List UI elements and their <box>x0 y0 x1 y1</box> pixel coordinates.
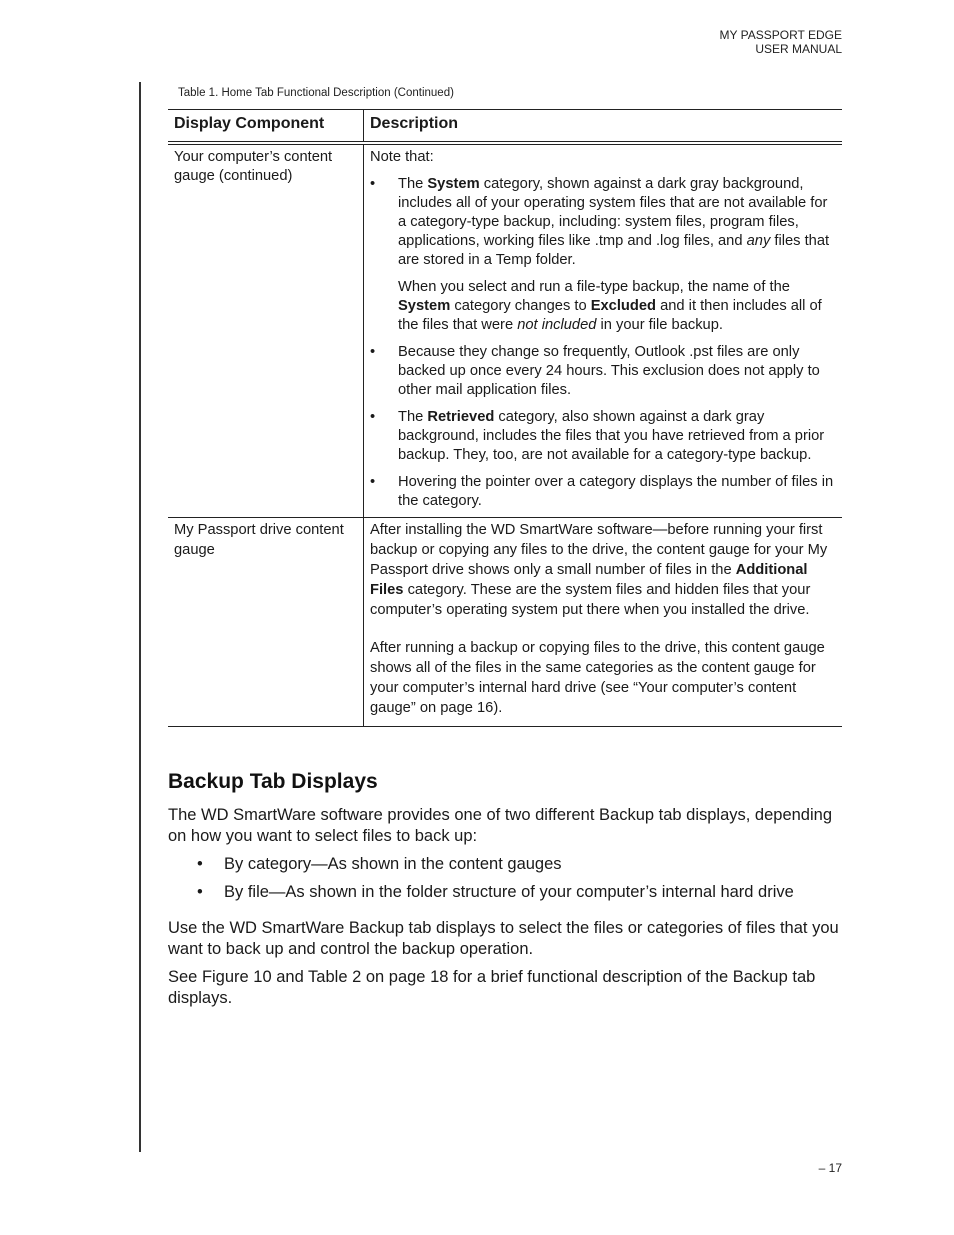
list-item: • By category—As shown in the content gauges <box>197 854 857 875</box>
paragraph: After installing the WD SmartWare software—before running your first backup or copying any files to the drive, the content gauge for your My Passport drive shows only a small number of files in the Additional Files category. These are the system files and hidden files that your computer’s operating system put there when you installed the drive. <box>370 522 828 618</box>
header-display-component: Display Component <box>168 110 364 141</box>
list-item: • By file—As shown in the folder structure of your computer’s internal hard drive <box>197 882 857 903</box>
paragraph: Use the WD SmartWare Backup tab displays to select the files or categories of files that you want to back up and control the backup operation. <box>168 919 839 958</box>
table-header-row <box>168 110 842 141</box>
note-text: Note that: <box>370 149 434 165</box>
paragraph: See Figure 10 and Table 2 on page 18 for a brief functional description of the Backup tab displays. <box>168 968 816 1007</box>
component-cell: Your computer’s content gauge (continued) <box>168 145 364 517</box>
left-margin-rule <box>139 82 141 1152</box>
section-heading: Backup Tab Displays <box>168 770 378 793</box>
header-product: MY PASSPORT EDGE <box>719 28 842 42</box>
running-header <box>720 28 842 56</box>
list-item-continuation: When you select and run a file-type backup, the name of the System category changes to Excluded and it then includes all of the files that were not included in your file backup. <box>398 279 822 333</box>
header-description: Description <box>370 115 459 132</box>
bullet-list <box>197 854 857 903</box>
page-number: – 17 <box>818 1161 842 1175</box>
list-item: • The Retrieved category, also shown against a dark gray background, includes the files that you have retrieved from a prior backup. They, too, are not available for a category-type backup. <box>370 408 836 465</box>
list-item: • The System category, shown against a dark gray background, includes all of your operating system files that are not available for a category-type backup, including: system files, program files, applications, working files like .tmp and .log files, and any files that are stored in a Temp folder. <box>370 175 836 270</box>
table-row <box>168 518 842 727</box>
list-item: • Because they change so frequently, Outlook .pst files are only backed up once every 24 hours. This exclusion does not apply to other mail application files. <box>370 343 836 400</box>
list-item: • Hovering the pointer over a category displays the number of files in the category. <box>370 473 836 511</box>
description-cell <box>364 518 842 726</box>
component-cell: My Passport drive content gauge <box>168 518 364 726</box>
table-caption: Table 1. Home Tab Functional Description (Continued) <box>178 87 454 99</box>
table-row <box>168 145 842 518</box>
table-header-rule <box>168 141 842 142</box>
paragraph: The WD SmartWare software provides one of two different Backup tab displays, depending on how you want to select files to back up: <box>168 806 833 845</box>
description-cell <box>364 145 842 517</box>
header-doc-type: USER MANUAL <box>755 42 842 56</box>
paragraph: After running a backup or copying files to the drive, this content gauge shows all of the files in the same categories as the content gauge for your computer’s internal hard drive (see “Your computer’s content gauge” on page 16). <box>370 640 825 716</box>
functional-description-table <box>168 109 842 727</box>
